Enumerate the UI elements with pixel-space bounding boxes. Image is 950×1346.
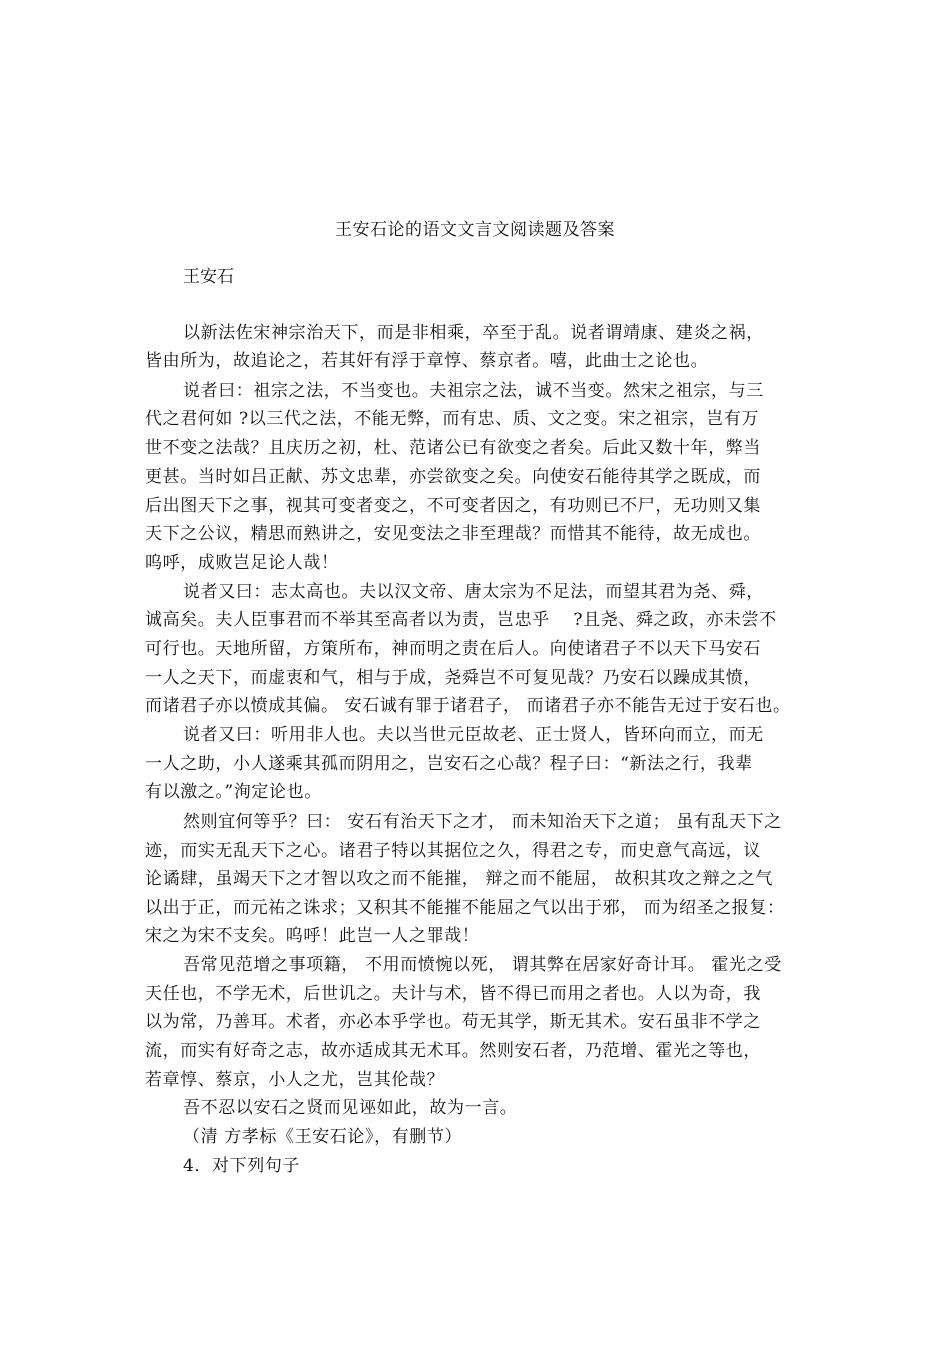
text-line: 迹，而实无乱天下之心。诸君子特以其据位之久，得君之专，而史意气高远，议: [145, 841, 761, 861]
text-line: 呜呼，成败岂足论人哉！: [145, 553, 339, 573]
text-line: 论谲肆，虽竭天下之才智以攻之而不能摧， 辩之而不能屈， 故积其攻之辩之之气: [145, 869, 774, 889]
text-line: 天下之公议，精思而熟讲之，安见变法之非至理哉？而惜其不能待，故无成也。: [145, 524, 761, 544]
text-line: 可行也。天地所留，方策所布，神而明之责在后人。向使诸君子不以天下马安石: [145, 639, 761, 659]
source-citation: （清 方孝标《王安石论》，有删节）: [183, 1127, 463, 1147]
text-line: 以出于正，而元祐之诛求；又积其不能摧不能屈之气以出于邪， 而为绍圣之报复：: [145, 898, 785, 918]
text-line: 说者曰：祖宗之法，不当变也。夫祖宗之法，诚不当变。然宋之祖宗，与三: [183, 381, 764, 401]
text-line: 更甚。当时如吕正献、苏文忠辈，亦尝欲变之矣。向使安石能待其学之既成，而: [145, 467, 761, 487]
text-line: 一人之天下，而虚衷和气，相与于成，尧舜岂不可复见哉？乃安石以躁成其愤，: [145, 668, 761, 688]
question-heading: 4．对下列句子: [183, 1156, 301, 1176]
text-line: 诚高矣。夫人臣事君而不举其至高者以为责，岂忠乎 ?且尧、舜之政，亦未尝不: [145, 610, 777, 630]
text-line: 然则宜何等乎？曰： 安石有治天下之才， 而未知治天下之道； 虽有乱天下之: [183, 812, 782, 832]
text-line: 吾不忍以安石之贤而见诬如此，故为一言。: [183, 1098, 518, 1118]
text-line: 吾常见范增之事项籍， 不用而愤惋以死， 谓其弊在居家好奇计耳。 霍光之受: [183, 955, 782, 975]
text-line: 有以激之。”洵定论也。: [145, 782, 322, 802]
text-line: 说者又曰：听用非人也。夫以当世元臣故老、正士贤人，皆环向而立，而无: [183, 725, 764, 745]
author-name: 王安石: [183, 267, 234, 287]
text-line: 流，而实有好奇之志，故亦适成其无术耳。然则安石者，乃范增、霍光之等也，: [145, 1041, 761, 1061]
text-line: 若章惇、蔡京，小人之尤，岂其伦哉？: [145, 1070, 445, 1090]
text-line: 一人之助，小人遂乘其孤而阴用之，岂安石之心哉？程子曰：“新法之行，我辈: [145, 754, 753, 774]
text-line: 世不变之法哉？且庆历之初，杜、范诸公已有欲变之者矣。后此又数十年，弊当: [145, 438, 761, 458]
text-line: 说者又曰：志太高也。夫以汉文帝、唐太宗为不足法，而望其君为尧、舜，: [183, 582, 764, 602]
text-line: 宋之为宋不支矣。呜呼！此岂一人之罪哉！: [145, 926, 480, 946]
text-line: 以新法佐宋神宗治天下，而是非相乘，卒至于乱。说者谓靖康、建炎之祸，: [183, 323, 764, 343]
text-line: 代之君何如 ?以三代之法，不能无弊，而有忠、质、文之变。宋之祖宗，岂有万: [145, 409, 760, 429]
text-line: 后出图天下之事，视其可变者变之，不可变者因之，有功则已不尸，无功则又集: [145, 496, 761, 516]
text-line: 天任也，不学无术，后世讥之。夫计与术，皆不得已而用之者也。人以为奇，我: [145, 984, 761, 1004]
document-title: 王安石论的语文文言文阅读题及答案: [335, 220, 615, 240]
text-line: 而诸君子亦以愤成其偏。 安石诚有罪于诸君子， 而诸君子亦不能告无过于安石也。: [145, 696, 791, 716]
text-line: 皆由所为，故追论之，若其奸有浮于章惇、蔡京者。嘻，此曲士之论也。: [145, 351, 709, 371]
text-line: 以为常，乃善耳。术者，亦必本乎学也。苟无其学，斯无其术。安石虽非不学之: [145, 1012, 761, 1032]
